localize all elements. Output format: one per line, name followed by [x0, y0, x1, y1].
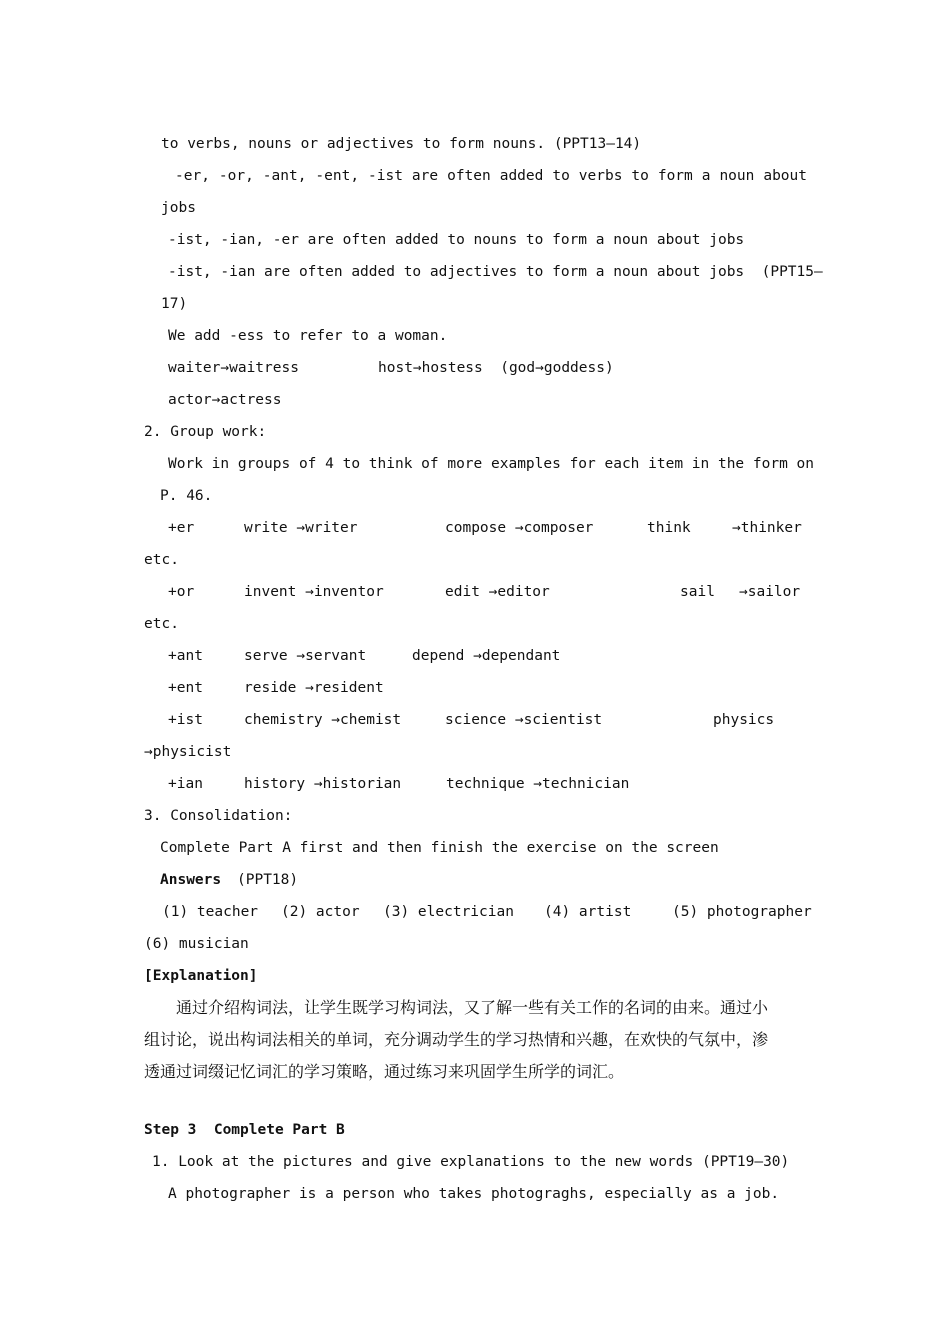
- step3-heading: Step 3 Complete Part B: [144, 1122, 345, 1138]
- example-host: host→hostess (god→goddess): [378, 360, 614, 376]
- consolidation-instruction: Complete Part A first and then finish the exercise on the screen: [160, 840, 719, 856]
- example-word: sail: [680, 584, 715, 600]
- group-work-instruction: Work in groups of 4 to think of more examples for each item in the form on: [168, 456, 815, 472]
- step3-definition: A photographer is a person who takes photograghs, especially as a job.: [168, 1186, 780, 1202]
- example-word: technique →technician: [446, 776, 630, 792]
- intro-line: -ist, -ian are often added to adjectives to form a noun about jobs (PPT15—: [168, 264, 823, 280]
- group-work-instruction: P. 46.: [160, 488, 213, 504]
- explanation-paragraph: 透通过词缀记忆词汇的学习策略，通过练习来巩固学生所学的词汇。: [144, 1062, 625, 1081]
- suffix-ist: +ist: [168, 712, 203, 728]
- suffix-er: +er: [168, 520, 195, 536]
- example-word: history →historian: [244, 776, 402, 792]
- suffix-or: +or: [168, 584, 195, 600]
- example-waiter: waiter→waitress: [168, 360, 299, 376]
- answer-item: (1) teacher: [162, 904, 259, 920]
- intro-line: We add -ess to refer to a woman.: [168, 328, 448, 344]
- example-word: chemistry →chemist: [244, 712, 402, 728]
- answer-item: (5) photographer: [672, 904, 812, 920]
- explanation-paragraph: 组讨论，说出构词法相关的单词，充分调动学生的学习热情和兴趣，在欢快的气氛中，渗: [144, 1030, 769, 1049]
- intro-line: 17): [161, 296, 188, 312]
- answer-item: (2) actor: [281, 904, 360, 920]
- answer-item: (6) musician: [144, 936, 249, 952]
- example-word: →thinker: [732, 520, 802, 536]
- answer-item: (4) artist: [544, 904, 632, 920]
- suffix-ian: +ian: [168, 776, 203, 792]
- answers-label: Answers: [160, 872, 222, 888]
- example-word: depend →dependant: [412, 648, 561, 664]
- example-word: serve →servant: [244, 648, 367, 664]
- example-word: science →scientist: [445, 712, 603, 728]
- answers-ref: (PPT18): [237, 872, 299, 888]
- example-word: →physicist: [144, 744, 232, 760]
- group-work-heading: 2. Group work:: [144, 424, 267, 440]
- intro-line: -ist, -ian, -er are often added to nouns to form a noun about jobs: [168, 232, 745, 248]
- etc-text: etc.: [144, 616, 179, 632]
- example-word: invent →inventor: [244, 584, 384, 600]
- answer-item: (3) electrician: [383, 904, 514, 920]
- example-word: write →writer: [244, 520, 358, 536]
- example-word: compose →composer: [445, 520, 594, 536]
- intro-line: jobs: [161, 200, 196, 216]
- etc-text: etc.: [144, 552, 179, 568]
- intro-line: to verbs, nouns or adjectives to form nouns. (PPT13—14): [161, 136, 642, 152]
- example-actor: actor→actress: [168, 392, 282, 408]
- example-word: physics: [713, 712, 775, 728]
- consolidation-heading: 3. Consolidation:: [144, 808, 293, 824]
- suffix-ent: +ent: [168, 680, 203, 696]
- intro-line: -er, -or, -ant, -ent, -ist are often added to verbs to form a noun about: [175, 168, 807, 184]
- step3-item: 1. Look at the pictures and give explanations to the new words (PPT19—30): [152, 1154, 790, 1170]
- example-word: reside →resident: [244, 680, 384, 696]
- example-word: →sailor: [739, 584, 801, 600]
- suffix-ant: +ant: [168, 648, 203, 664]
- explanation-paragraph: 通过介绍构词法，让学生既学习构词法，又了解一些有关工作的名词的由来。通过小: [176, 998, 769, 1017]
- explanation-label: [Explanation]: [144, 968, 258, 984]
- example-word: think: [647, 520, 691, 536]
- example-word: edit →editor: [445, 584, 550, 600]
